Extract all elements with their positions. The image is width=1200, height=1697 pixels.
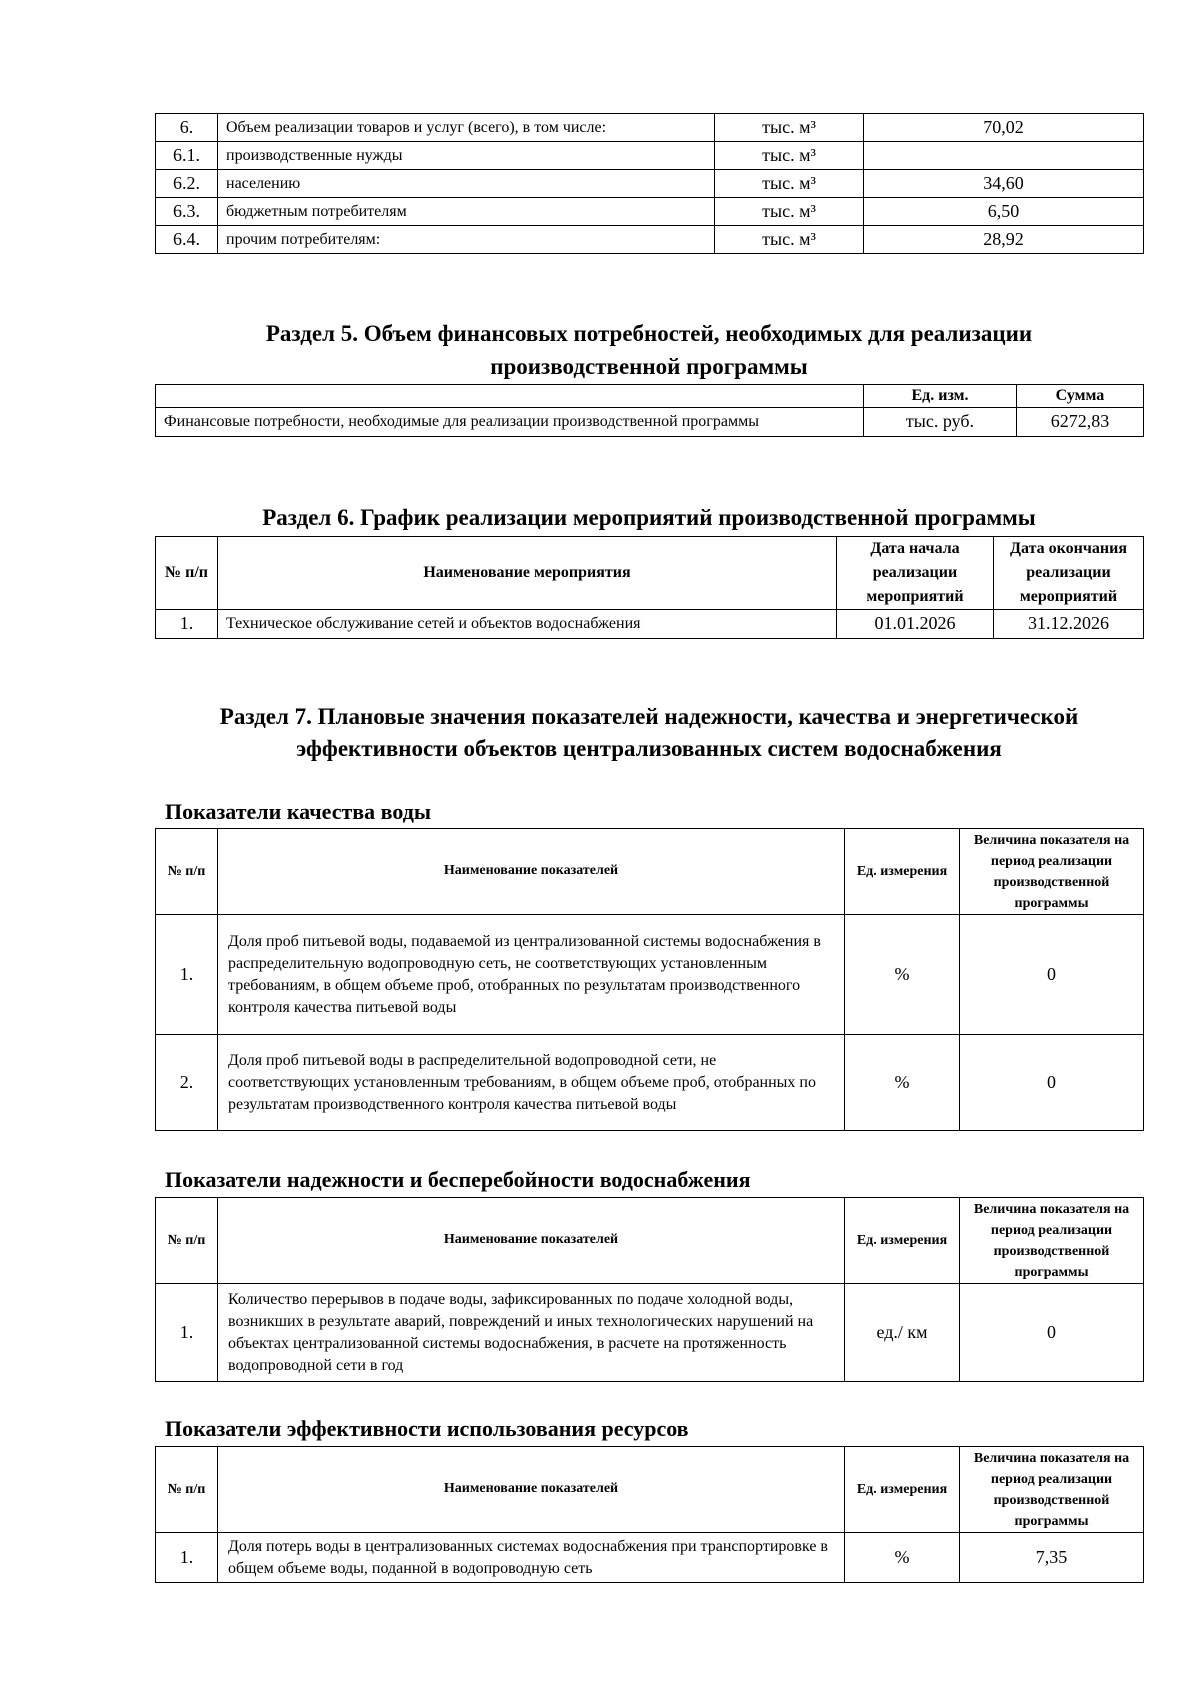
table-row bbox=[156, 226, 1144, 254]
row-end-date: 31.12.2026 bbox=[994, 610, 1144, 639]
row-number: 6. bbox=[156, 114, 218, 142]
quality-table bbox=[155, 828, 1144, 1131]
unit-header: Ед. измерения bbox=[845, 1198, 960, 1284]
section6-title: Раздел 6. График реализации мероприятий производственной программы bbox=[262, 505, 1036, 530]
table-row bbox=[156, 170, 1144, 198]
row-name: Количество перерывов в подаче воды, зафиксированных по подаче холодной воды, возникших в результате аварий, повреждений и иных технологических нарушений на объектах централизованной системы водоснабжения, в расчете на протяженность водопроводной сети в год bbox=[218, 1284, 845, 1382]
section5-title-line2: производственной программы bbox=[490, 354, 808, 379]
value-header: Величина показателя на период реализации производственной программы bbox=[960, 1447, 1144, 1533]
value-header: Величина показателя на период реализации производственной программы bbox=[960, 829, 1144, 915]
row-value: 70,02 bbox=[864, 114, 1144, 142]
row-number: 1. bbox=[156, 610, 218, 639]
row-number: 6.2. bbox=[156, 170, 218, 198]
reliability-table bbox=[155, 1197, 1144, 1382]
row-value: 7,35 bbox=[960, 1533, 1144, 1583]
row-unit: тыс. м³ bbox=[715, 114, 864, 142]
row-value bbox=[864, 142, 1144, 170]
row-number: 2. bbox=[156, 1035, 218, 1131]
row-value: 28,92 bbox=[864, 226, 1144, 254]
table-header-row bbox=[156, 1198, 1144, 1284]
row-number: 1. bbox=[156, 1533, 218, 1583]
name-header: Наименование показателей bbox=[218, 1198, 845, 1284]
row-number: 6.3. bbox=[156, 198, 218, 226]
table-row bbox=[156, 610, 1144, 639]
table-header-row bbox=[156, 1447, 1144, 1533]
num-header: № п/п bbox=[156, 829, 218, 915]
unit-header: Ед. изм. bbox=[864, 385, 1017, 408]
efficiency-subtitle: Показатели эффективности использования ресурсов bbox=[165, 1416, 689, 1441]
row-start-date: 01.01.2026 bbox=[837, 610, 994, 639]
section7-title-line2: эффективности объектов централизованных систем водоснабжения bbox=[296, 736, 1002, 761]
quality-subtitle: Показатели качества воды bbox=[165, 799, 432, 824]
row-name: Объем реализации товаров и услуг (всего), в том числе: bbox=[218, 114, 715, 142]
unit-header: Ед. измерения bbox=[845, 829, 960, 915]
row-name: Доля потерь воды в централизованных системах водоснабжения при транспортировке в общем объеме воды, поданной в водопроводную сеть bbox=[218, 1533, 845, 1583]
num-header: № п/п bbox=[156, 1198, 218, 1284]
num-header: № п/п bbox=[156, 1447, 218, 1533]
section7-title-line1: Раздел 7. Плановые значения показателей надежности, качества и энергетической bbox=[219, 704, 1079, 729]
table-row bbox=[156, 1284, 1144, 1382]
row-number: 6.4. bbox=[156, 226, 218, 254]
table-row bbox=[156, 114, 1144, 142]
reliability-subtitle: Показатели надежности и бесперебойности водоснабжения bbox=[165, 1167, 751, 1192]
row-value: 34,60 bbox=[864, 170, 1144, 198]
efficiency-table bbox=[155, 1446, 1144, 1583]
table-header-row bbox=[156, 385, 1144, 408]
row-value: 6,50 bbox=[864, 198, 1144, 226]
table-row bbox=[156, 1035, 1144, 1131]
row-name: Доля проб питьевой воды, подаваемой из централизованной системы водоснабжения в распределительную водопроводную сеть, не соответствующих установленным требованиям, в общем объеме проб, отобранных по результатам производственного контроля качества питьевой воды bbox=[218, 915, 845, 1035]
row-name: бюджетным потребителям bbox=[218, 198, 715, 226]
table-header-row bbox=[156, 537, 1144, 610]
schedule-table bbox=[155, 536, 1144, 639]
table-row bbox=[156, 198, 1144, 226]
section5-title-line1: Раздел 5. Объем финансовых потребностей, необходимых для реализации bbox=[265, 321, 1033, 346]
row-number: 1. bbox=[156, 915, 218, 1035]
row-unit: тыс. м³ bbox=[715, 170, 864, 198]
row-name: населению bbox=[218, 170, 715, 198]
row-unit: тыс. м³ bbox=[715, 198, 864, 226]
financial-needs-table bbox=[155, 384, 1144, 437]
row-unit: % bbox=[845, 915, 960, 1035]
sales-volume-table bbox=[155, 113, 1144, 254]
table-row bbox=[156, 1533, 1144, 1583]
empty-header-cell bbox=[156, 385, 864, 408]
row-unit: тыс. руб. bbox=[864, 408, 1017, 437]
table-header-row bbox=[156, 829, 1144, 915]
name-header: Наименование показателей bbox=[218, 829, 845, 915]
table-row bbox=[156, 142, 1144, 170]
row-value: 0 bbox=[960, 1035, 1144, 1131]
row-name: прочим потребителям: bbox=[218, 226, 715, 254]
row-number: 6.1. bbox=[156, 142, 218, 170]
table-row bbox=[156, 408, 1144, 437]
start-date-header: Дата начала реализации мероприятий bbox=[837, 537, 994, 610]
name-header: Наименование показателей bbox=[218, 1447, 845, 1533]
row-sum: 6272,83 bbox=[1017, 408, 1144, 437]
row-name: производственные нужды bbox=[218, 142, 715, 170]
end-date-header: Дата окончания реализации мероприятий bbox=[994, 537, 1144, 610]
row-number: 1. bbox=[156, 1284, 218, 1382]
table-row bbox=[156, 915, 1144, 1035]
row-unit: % bbox=[845, 1035, 960, 1131]
num-header: № п/п bbox=[156, 537, 218, 610]
row-name: Техническое обслуживание сетей и объектов водоснабжения bbox=[218, 610, 837, 639]
value-header: Величина показателя на период реализации производственной программы bbox=[960, 1198, 1144, 1284]
row-unit: % bbox=[845, 1533, 960, 1583]
row-unit: тыс. м³ bbox=[715, 142, 864, 170]
row-value: 0 bbox=[960, 915, 1144, 1035]
row-unit: ед./ км bbox=[845, 1284, 960, 1382]
name-header: Наименование мероприятия bbox=[218, 537, 837, 610]
row-name: Доля проб питьевой воды в распределительной водопроводной сети, не соответствующих установленным требованиям, в общем объеме проб, отобранных по результатам производственного контроля качества питьевой воды bbox=[218, 1035, 845, 1131]
row-value: 0 bbox=[960, 1284, 1144, 1382]
unit-header: Ед. измерения bbox=[845, 1447, 960, 1533]
row-name: Финансовые потребности, необходимые для реализации производственной программы bbox=[156, 408, 864, 437]
sum-header: Сумма bbox=[1017, 385, 1144, 408]
row-unit: тыс. м³ bbox=[715, 226, 864, 254]
